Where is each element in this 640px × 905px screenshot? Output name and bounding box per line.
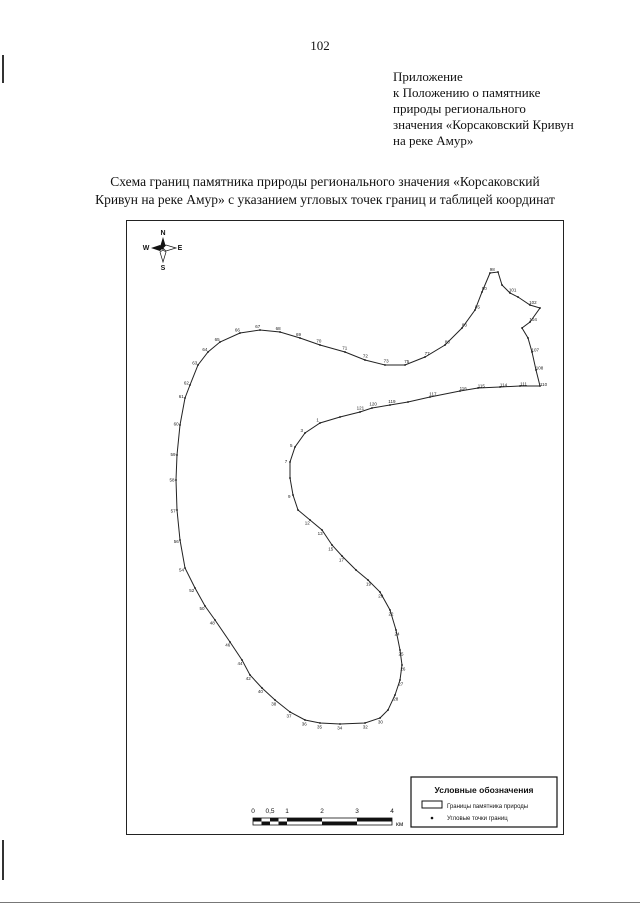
boundary-vertex bbox=[197, 364, 199, 366]
boundary-vertex bbox=[384, 364, 386, 366]
boundary-vertex bbox=[304, 432, 306, 434]
boundary-vertex bbox=[189, 384, 191, 386]
point-label: 35 bbox=[316, 724, 323, 730]
boundary-vertex bbox=[297, 509, 299, 511]
point-label: 36 bbox=[301, 721, 307, 727]
point-label: 98 bbox=[489, 267, 495, 273]
point-label: 70 bbox=[316, 338, 322, 344]
scale-segment bbox=[253, 818, 262, 822]
boundary-vertex bbox=[407, 401, 409, 403]
boundary-vertex bbox=[424, 356, 426, 358]
point-label: 71 bbox=[342, 345, 348, 351]
point-label: 73 bbox=[383, 358, 389, 364]
boundary-vertex bbox=[404, 364, 406, 366]
scale-tick-label: 4 bbox=[390, 808, 394, 815]
scale-segment bbox=[279, 822, 288, 826]
scale-tick-label: 0 bbox=[251, 808, 255, 815]
point-label: 68 bbox=[275, 326, 281, 331]
boundary-vertex bbox=[371, 407, 373, 409]
point-label: 52 bbox=[189, 587, 195, 593]
point-label: 117 bbox=[429, 391, 437, 397]
boundary-vertex bbox=[289, 477, 291, 479]
point-label: 63 bbox=[192, 360, 198, 366]
point-label: 9 bbox=[288, 494, 291, 499]
boundary-vertex bbox=[501, 284, 503, 286]
legend-title: Условные обозначения bbox=[434, 785, 534, 795]
point-label: 67 bbox=[255, 324, 261, 330]
point-label: 107 bbox=[531, 347, 540, 353]
legend-points-label: Угловые точки границ bbox=[447, 816, 508, 822]
scale-segment bbox=[287, 818, 322, 822]
point-label: 7 bbox=[284, 459, 288, 464]
point-label: 54 bbox=[178, 567, 185, 573]
point-label: 15 bbox=[328, 546, 334, 552]
boundary-vertex bbox=[179, 424, 181, 426]
boundary-vertex bbox=[387, 709, 389, 711]
compass-north: N bbox=[160, 230, 166, 237]
point-label: 64 bbox=[202, 347, 208, 352]
boundary-vertex bbox=[517, 296, 519, 298]
point-label: 44 bbox=[237, 660, 243, 666]
boundary-vertex bbox=[289, 461, 291, 463]
point-label: 50 bbox=[199, 606, 205, 612]
scale-unit: км bbox=[396, 821, 404, 828]
point-label: 5 bbox=[290, 443, 293, 449]
point-label: 40 bbox=[257, 689, 263, 695]
point-label: 34 bbox=[337, 725, 343, 731]
point-label: 120 bbox=[369, 401, 377, 407]
scale-tick-label: 1 bbox=[285, 808, 289, 815]
point-label: 48 bbox=[209, 620, 215, 626]
point-label: 27 bbox=[398, 681, 404, 687]
point-label: 119 bbox=[388, 399, 396, 404]
point-label: 65 bbox=[214, 336, 220, 342]
point-label: 58 bbox=[169, 477, 175, 483]
boundary-vertex bbox=[497, 271, 499, 273]
point-label: 13 bbox=[317, 531, 323, 536]
label-layer bbox=[169, 267, 547, 730]
boundary-vertex bbox=[539, 307, 541, 309]
compass-east: E bbox=[177, 245, 183, 252]
point-label: 114 bbox=[499, 382, 508, 388]
point-label: 83 bbox=[461, 322, 467, 328]
vertex-layer bbox=[175, 271, 541, 725]
point-label: 25 bbox=[398, 651, 404, 657]
boundary-vertex bbox=[194, 587, 196, 589]
boundary-vertex bbox=[444, 344, 446, 346]
point-label: 46 bbox=[225, 642, 231, 648]
scale-segment bbox=[322, 822, 357, 826]
compass-arrow-south bbox=[160, 250, 166, 262]
scale-bar bbox=[251, 808, 404, 828]
point-label: 3 bbox=[300, 428, 304, 434]
point-label: 17 bbox=[338, 557, 344, 563]
point-label: 22 bbox=[388, 611, 394, 617]
appendix-line: природы регионального bbox=[393, 101, 526, 116]
point-label: 121 bbox=[356, 405, 365, 411]
boundary-vertex bbox=[355, 569, 357, 571]
boundary-vertex bbox=[259, 329, 261, 331]
point-label: 62 bbox=[183, 380, 189, 386]
boundary-vertex bbox=[474, 309, 476, 311]
appendix-line: к Положению о памятнике bbox=[393, 85, 541, 100]
compass-rose bbox=[143, 230, 183, 272]
point-label: 20 bbox=[378, 593, 384, 599]
point-label: 60 bbox=[173, 421, 179, 427]
compass-west: W bbox=[142, 245, 150, 252]
boundary-vertex bbox=[176, 454, 178, 456]
point-label: 101 bbox=[508, 287, 517, 293]
point-label: 69 bbox=[295, 331, 302, 337]
boundary-vertex bbox=[521, 327, 523, 329]
boundary-vertex bbox=[339, 416, 341, 418]
boundary-vertex bbox=[184, 397, 186, 399]
point-label: 66 bbox=[234, 327, 240, 333]
point-label: 72 bbox=[362, 353, 368, 359]
point-label: 90 bbox=[481, 286, 487, 292]
boundary-vertex bbox=[489, 272, 491, 274]
boundary-vertex bbox=[319, 422, 321, 424]
point-label: 116 bbox=[459, 386, 467, 392]
point-label: 57 bbox=[170, 508, 176, 514]
legend-boundary-label: Границы памятника природы bbox=[447, 804, 529, 810]
boundary-vertex bbox=[527, 337, 529, 339]
point-label: 26 bbox=[400, 666, 406, 672]
boundary-vertex bbox=[175, 479, 177, 481]
point-label: 59 bbox=[170, 452, 176, 458]
point-label: 75 bbox=[404, 358, 410, 364]
compass-south: S bbox=[160, 265, 166, 272]
scale-segment bbox=[270, 818, 279, 822]
point-label: 19 bbox=[365, 581, 372, 587]
compass-arrow-east bbox=[163, 245, 176, 251]
point-label: 102 bbox=[529, 299, 537, 305]
point-label: 56 bbox=[173, 539, 179, 544]
point-label: 12 bbox=[304, 520, 310, 526]
point-label: 108 bbox=[535, 365, 544, 371]
boundary-vertex bbox=[292, 494, 294, 496]
caption-line: Кривун на реке Амур» с указанием угловых точек границ и таблицей координат bbox=[95, 192, 555, 207]
appendix-line: Приложение bbox=[393, 69, 463, 84]
point-label: 42 bbox=[245, 676, 251, 682]
boundary-vertex bbox=[299, 337, 301, 339]
legend-point-swatch bbox=[431, 817, 434, 820]
caption-line: Схема границ памятника природы регионального значения «Корсаковский bbox=[110, 174, 540, 189]
boundary-vertex bbox=[461, 327, 463, 329]
point-label: 80 bbox=[444, 339, 450, 345]
scale-segment bbox=[262, 822, 271, 826]
page-number: 102 bbox=[310, 38, 330, 53]
appendix-line: значения «Корсаковский Кривун bbox=[393, 117, 574, 132]
point-label: 24 bbox=[394, 631, 400, 637]
boundary-vertex bbox=[319, 344, 321, 346]
appendix-line: на реке Амур» bbox=[393, 133, 474, 148]
point-label: 115 bbox=[477, 383, 485, 389]
point-label: 37 bbox=[286, 713, 292, 719]
scale-tick-label: 2 bbox=[320, 808, 324, 815]
point-label: 110 bbox=[540, 381, 548, 387]
boundary-vertex bbox=[279, 331, 281, 333]
boundary-vertex bbox=[294, 446, 296, 448]
point-label: 28 bbox=[393, 696, 399, 702]
scale-tick-label: 3 bbox=[355, 808, 359, 815]
boundary-vertex bbox=[179, 539, 181, 541]
legend bbox=[411, 777, 557, 827]
boundary-vertex bbox=[344, 351, 346, 353]
boundary-vertex bbox=[184, 567, 186, 569]
point-label: 30 bbox=[377, 719, 383, 725]
boundary-vertex bbox=[481, 291, 483, 293]
scale-tick-label: 0,5 bbox=[265, 808, 275, 815]
point-label: 32 bbox=[362, 724, 368, 730]
point-label: 1 bbox=[316, 417, 319, 423]
point-label: 111 bbox=[520, 381, 528, 387]
point-label: 85 bbox=[474, 304, 480, 310]
boundary-vertex bbox=[389, 404, 391, 406]
point-label: 61 bbox=[178, 393, 184, 399]
point-label: 77 bbox=[424, 351, 430, 357]
boundary-vertex bbox=[364, 359, 366, 361]
point-label: 38 bbox=[271, 701, 277, 707]
boundary-vertex bbox=[359, 411, 361, 413]
boundary-vertex bbox=[176, 509, 178, 511]
point-label: 104 bbox=[529, 316, 537, 322]
page-edge-line bbox=[0, 902, 640, 903]
scale-segment bbox=[357, 818, 392, 822]
